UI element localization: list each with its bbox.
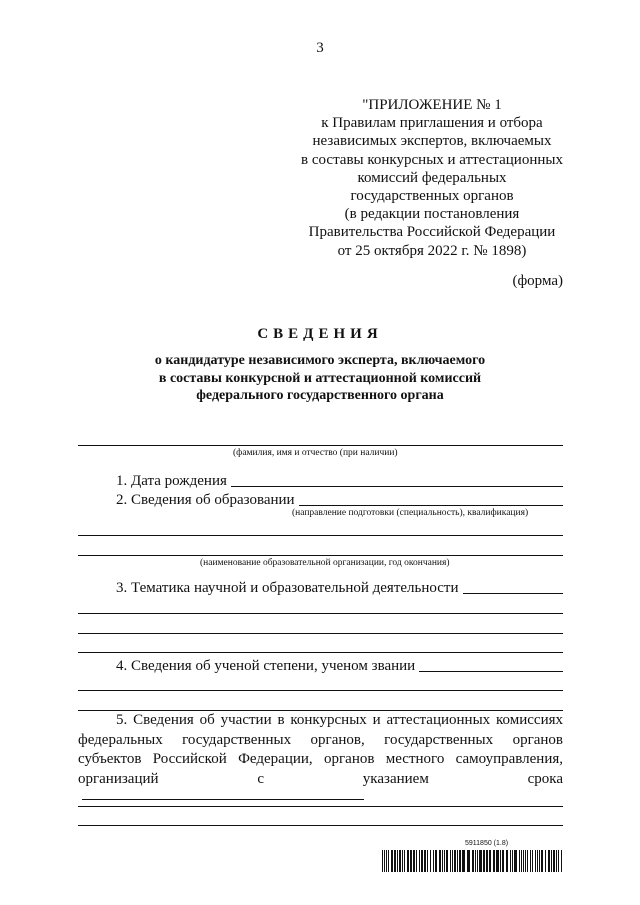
birth-date-field[interactable]	[78, 470, 563, 490]
barcode-bar	[525, 850, 526, 872]
barcode-bar	[541, 850, 543, 872]
institution-line[interactable]	[78, 555, 563, 556]
commissions-field[interactable]	[78, 711, 563, 810]
education-field[interactable]	[78, 489, 563, 509]
appendix-header	[290, 96, 574, 260]
barcode-bar	[388, 850, 389, 872]
barcode-bar	[439, 850, 441, 872]
subtitle-line: о кандидатуре независимого эксперта, включаемого	[154, 353, 486, 368]
barcode-bar	[450, 850, 451, 872]
document-code: 5911850 (1.8)	[465, 840, 509, 847]
education-extra-line[interactable]	[78, 535, 563, 536]
education-line[interactable]	[299, 504, 563, 506]
barcode-bar	[537, 850, 538, 872]
barcode-bar	[413, 850, 415, 872]
barcode-bar	[433, 850, 434, 872]
barcode-bar	[514, 850, 517, 872]
barcode-bar	[545, 850, 546, 872]
barcode-bar	[416, 850, 417, 872]
barcode-bar	[551, 850, 552, 872]
barcode-bar	[523, 850, 524, 872]
commissions-line-3[interactable]	[78, 825, 563, 826]
research-topics-line-4[interactable]	[78, 652, 563, 653]
barcode-bar	[419, 850, 420, 872]
barcode-bar	[382, 850, 383, 872]
fio-caption: (фамилия, имя и отчество (при наличии)	[233, 448, 398, 458]
research-topics-label: 3. Тематика научной и образовательной деятельности	[116, 580, 459, 596]
institution-caption: (наименование образовательной организации, год окончания)	[200, 558, 450, 568]
barcode-bar	[510, 850, 511, 872]
barcode-bar	[404, 850, 405, 872]
fio-line[interactable]	[78, 445, 563, 446]
research-topics-field[interactable]	[78, 577, 563, 597]
birth-date-line[interactable]	[231, 485, 563, 487]
barcode-bar	[558, 850, 559, 872]
commissions-label: 5. Сведения об участии в конкурсных и аттестационных комиссиях федеральных государственных органов, государственных органов субъектов Российской Федерации, органов местного самоуправления, организаций с указанием срока	[78, 712, 563, 788]
barcode-bar	[407, 850, 409, 872]
barcode-bar	[521, 850, 522, 872]
barcode-bar	[486, 850, 488, 872]
barcode-bar	[430, 850, 431, 872]
barcode-bar	[446, 850, 448, 872]
appendix-line: Правительства Российской Федерации	[308, 224, 556, 241]
barcode-bar	[561, 850, 562, 872]
barcode-bar	[457, 850, 458, 872]
barcode-bar	[435, 850, 437, 872]
barcode-bar	[512, 850, 513, 872]
appendix-line: в составы конкурсных и аттестационных	[301, 151, 563, 168]
subtitle-line: в составы конкурсной и аттестационной комиссий	[158, 370, 482, 386]
barcode-bar	[527, 850, 528, 872]
document-subtitle	[0, 352, 640, 405]
barcode-bar	[459, 850, 461, 872]
academic-degree-label: 4. Сведения об ученой степени, ученом звании	[116, 658, 416, 674]
barcode-bar	[506, 850, 508, 872]
education-direction-caption: (направление подготовки (специальность), квалификация)	[292, 508, 529, 518]
appendix-line: независимых экспертов, включаемых	[312, 133, 552, 150]
barcode-bar	[424, 850, 426, 872]
barcode-bar	[454, 850, 456, 872]
barcode-bar	[444, 850, 445, 872]
research-topics-line-2[interactable]	[78, 613, 563, 614]
appendix-line: государственных органов	[350, 188, 514, 205]
appendix-line: (в редакции постановления	[344, 206, 520, 223]
barcode-bar	[467, 850, 470, 872]
barcode-bar	[386, 850, 387, 872]
research-topics-line[interactable]	[463, 592, 563, 594]
barcode-bar	[410, 850, 412, 872]
barcode-bar	[462, 850, 465, 872]
page-number: 3	[316, 40, 324, 56]
barcode-bar	[402, 850, 403, 872]
academic-degree-field[interactable]	[78, 655, 563, 675]
barcode-bar	[421, 850, 423, 872]
barcode	[382, 850, 564, 872]
barcode-bar	[442, 850, 443, 872]
appendix-line: от 25 октября 2022 г. № 1898)	[337, 242, 527, 259]
barcode-bar	[539, 850, 540, 872]
barcode-bar	[553, 850, 555, 872]
commissions-line[interactable]	[82, 798, 364, 800]
appendix-line: "ПРИЛОЖЕНИЕ № 1	[362, 97, 502, 113]
research-topics-line-3[interactable]	[78, 633, 563, 634]
barcode-bar	[397, 850, 398, 872]
birth-date-label: 1. Дата рождения	[116, 473, 227, 489]
education-label: 2. Сведения об образовании	[116, 492, 295, 508]
barcode-bar	[391, 850, 393, 872]
barcode-bar	[556, 850, 557, 872]
barcode-bar	[452, 850, 453, 872]
academic-degree-line-2[interactable]	[78, 690, 563, 691]
barcode-bar	[394, 850, 396, 872]
form-label: (форма)	[512, 273, 563, 289]
barcode-bar	[477, 850, 478, 872]
appendix-line: к Правилам приглашения и отбора	[321, 115, 543, 132]
commissions-line-2[interactable]	[78, 806, 563, 807]
barcode-bar	[496, 850, 499, 872]
barcode-bar	[502, 850, 504, 872]
barcode-bar	[500, 850, 501, 872]
barcode-bar	[384, 850, 385, 872]
subtitle-line: федерального государственного органа	[196, 388, 444, 403]
barcode-bar	[519, 850, 520, 872]
barcode-bar	[399, 850, 401, 872]
barcode-bar	[489, 850, 491, 872]
barcode-bar	[483, 850, 485, 872]
barcode-bar	[530, 850, 531, 872]
barcode-bar	[427, 850, 428, 872]
document-title: СВЕДЕНИЯ	[257, 326, 383, 342]
appendix-line: комиссий федеральных	[357, 169, 507, 186]
academic-degree-line[interactable]	[419, 670, 563, 672]
barcode-bar	[532, 850, 533, 872]
barcode-bar	[493, 850, 495, 872]
barcode-bar	[472, 850, 474, 872]
barcode-bar	[535, 850, 536, 872]
barcode-bar	[475, 850, 476, 872]
barcode-bar	[548, 850, 550, 872]
barcode-bar	[479, 850, 482, 872]
